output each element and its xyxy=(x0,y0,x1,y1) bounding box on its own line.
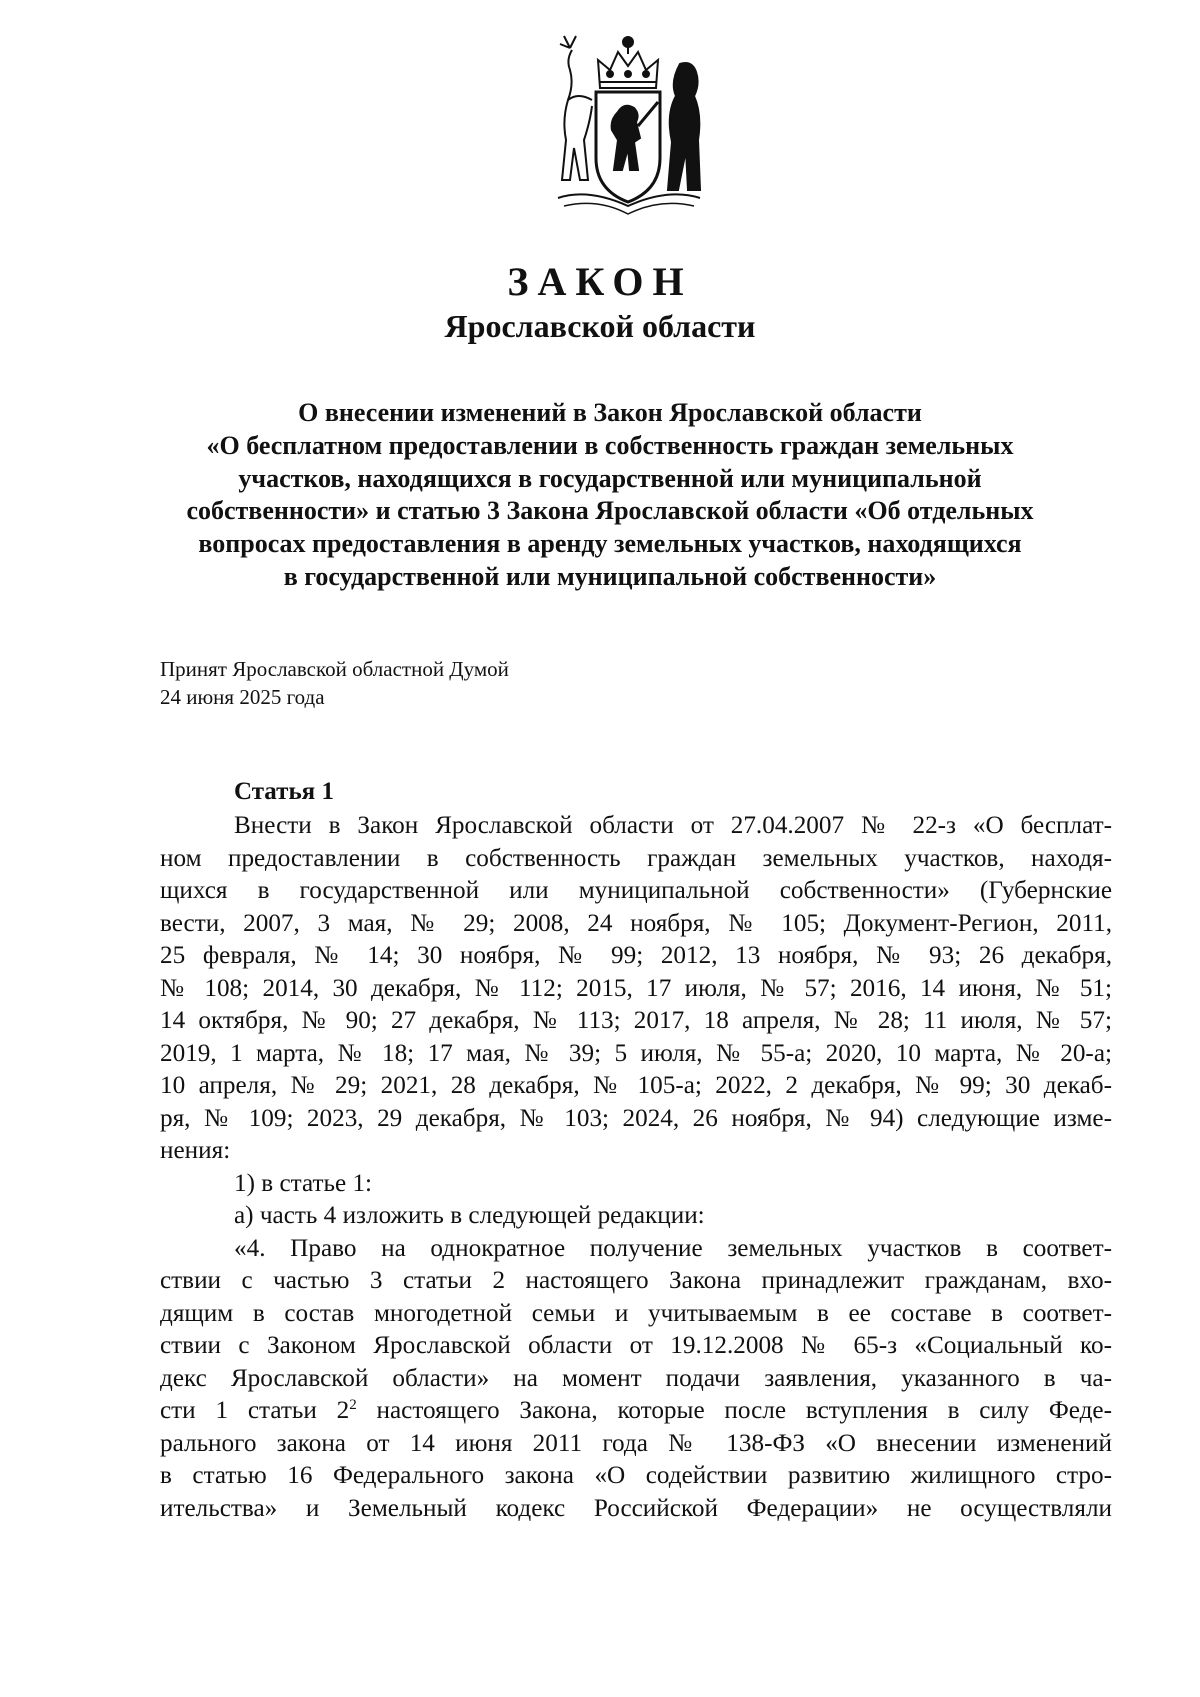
text-line: нения: xyxy=(160,1137,231,1164)
text-fragment: настоящего Закона, которые после вступления в силу Феде- xyxy=(356,1397,1112,1424)
text-line: декс Ярославской области» на момент подачи заявления, указанного в ча- xyxy=(160,1364,1112,1392)
text-line: 25 февраля, № 14; 30 ноября, № 99; 2012, 13 ноября, № 93; 26 декабря, xyxy=(160,942,1112,969)
text-line: ря, № 109; 2023, 29 декабря, № 103; 2024, 26 ноября, № 94) следующие изме- xyxy=(160,1104,1112,1132)
subject-line: в государственной или муниципальной собственности» xyxy=(283,561,937,591)
article-body xyxy=(160,810,1112,1525)
text-fragment: сти 1 статьи 2 xyxy=(160,1397,350,1424)
subject-line: О внесении изменений в Закон Ярославской области xyxy=(298,398,922,427)
adoption-body: Принят Ярославской областной Думой xyxy=(160,657,509,681)
text-line: 2019, 1 марта, № 18; 17 мая, № 39; 5 июля, № 55-а; 2020, 10 марта, № 20-а; xyxy=(160,1039,1112,1067)
document-region: Ярославской области xyxy=(444,308,756,344)
text-line: ствии с Законом Ярославской области от 19.12.2008 № 65-з «Социальный ко- xyxy=(160,1332,1112,1359)
subject-line: вопросах предоставления в аренду земельных участков, находящихся xyxy=(198,529,1022,559)
text-line: дящим в состав многодетной семьи и учитываемым в ее составе в соответ- xyxy=(160,1299,1112,1327)
text-line: Внести в Закон Ярославской области от 27.04.2007 № 22-з «О бесплат- xyxy=(234,812,1112,839)
subject-line: участков, находящихся в государственной или муниципальной xyxy=(238,463,982,493)
adoption-note xyxy=(160,655,760,711)
subject-line: «О бесплатном предоставлении в собственность граждан земельных xyxy=(206,430,1014,460)
yaroslavl-coat-of-arms-icon xyxy=(548,30,708,222)
superscript: 2 xyxy=(349,1397,357,1413)
text-line: 10 апреля, № 29; 2021, 28 декабря, № 105-а; 2022, 2 декабря, № 99; 30 декаб- xyxy=(160,1072,1112,1099)
text-line: в статью 16 Федерального закона «О содействии развитию жилищного стро- xyxy=(160,1462,1112,1489)
text-line: а) часть 4 изложить в следующей редакции: xyxy=(234,1202,705,1229)
text-line: ствии с частью 3 статьи 2 настоящего Закона принадлежит гражданам, вхо- xyxy=(160,1267,1112,1294)
document-title: ЗАКОН xyxy=(507,259,693,304)
text-line: 14 октября, № 90; 27 декабря, № 113; 2017, 18 апреля, № 28; 11 июля, № 57; xyxy=(160,1007,1112,1034)
text-line: ительства» и Земельный кодекс Российской Федерации» не осуществляли xyxy=(160,1494,1112,1522)
text-line: ном предоставлении в собственность граждан земельных участков, находя- xyxy=(160,844,1112,872)
text-line: «4. Право на однократное получение земельных участков в соответ- xyxy=(234,1234,1112,1262)
law-subject xyxy=(160,397,1060,594)
adoption-date: 24 июня 2025 года xyxy=(160,685,325,709)
text-line: щихся в государственной или муниципальной собственности» (Губернские xyxy=(160,877,1112,904)
text-line xyxy=(160,1395,1112,1428)
text-line: рального закона от 14 июня 2011 года № 138-ФЗ «О внесении изменений xyxy=(160,1429,1112,1457)
text-line: 1) в статье 1: xyxy=(234,1169,373,1197)
article-title: Статья 1 xyxy=(234,778,334,805)
subject-line: собственности» и статью 3 Закона Ярославской области «Об отдельных xyxy=(186,496,1034,526)
text-line: № 108; 2014, 30 декабря, № 112; 2015, 17 июля, № 57; 2016, 14 июня, № 51; xyxy=(160,974,1112,1002)
text-line: вести, 2007, 3 мая, № 29; 2008, 24 ноября, № 105; Документ-Регион, 2011, xyxy=(160,909,1112,937)
